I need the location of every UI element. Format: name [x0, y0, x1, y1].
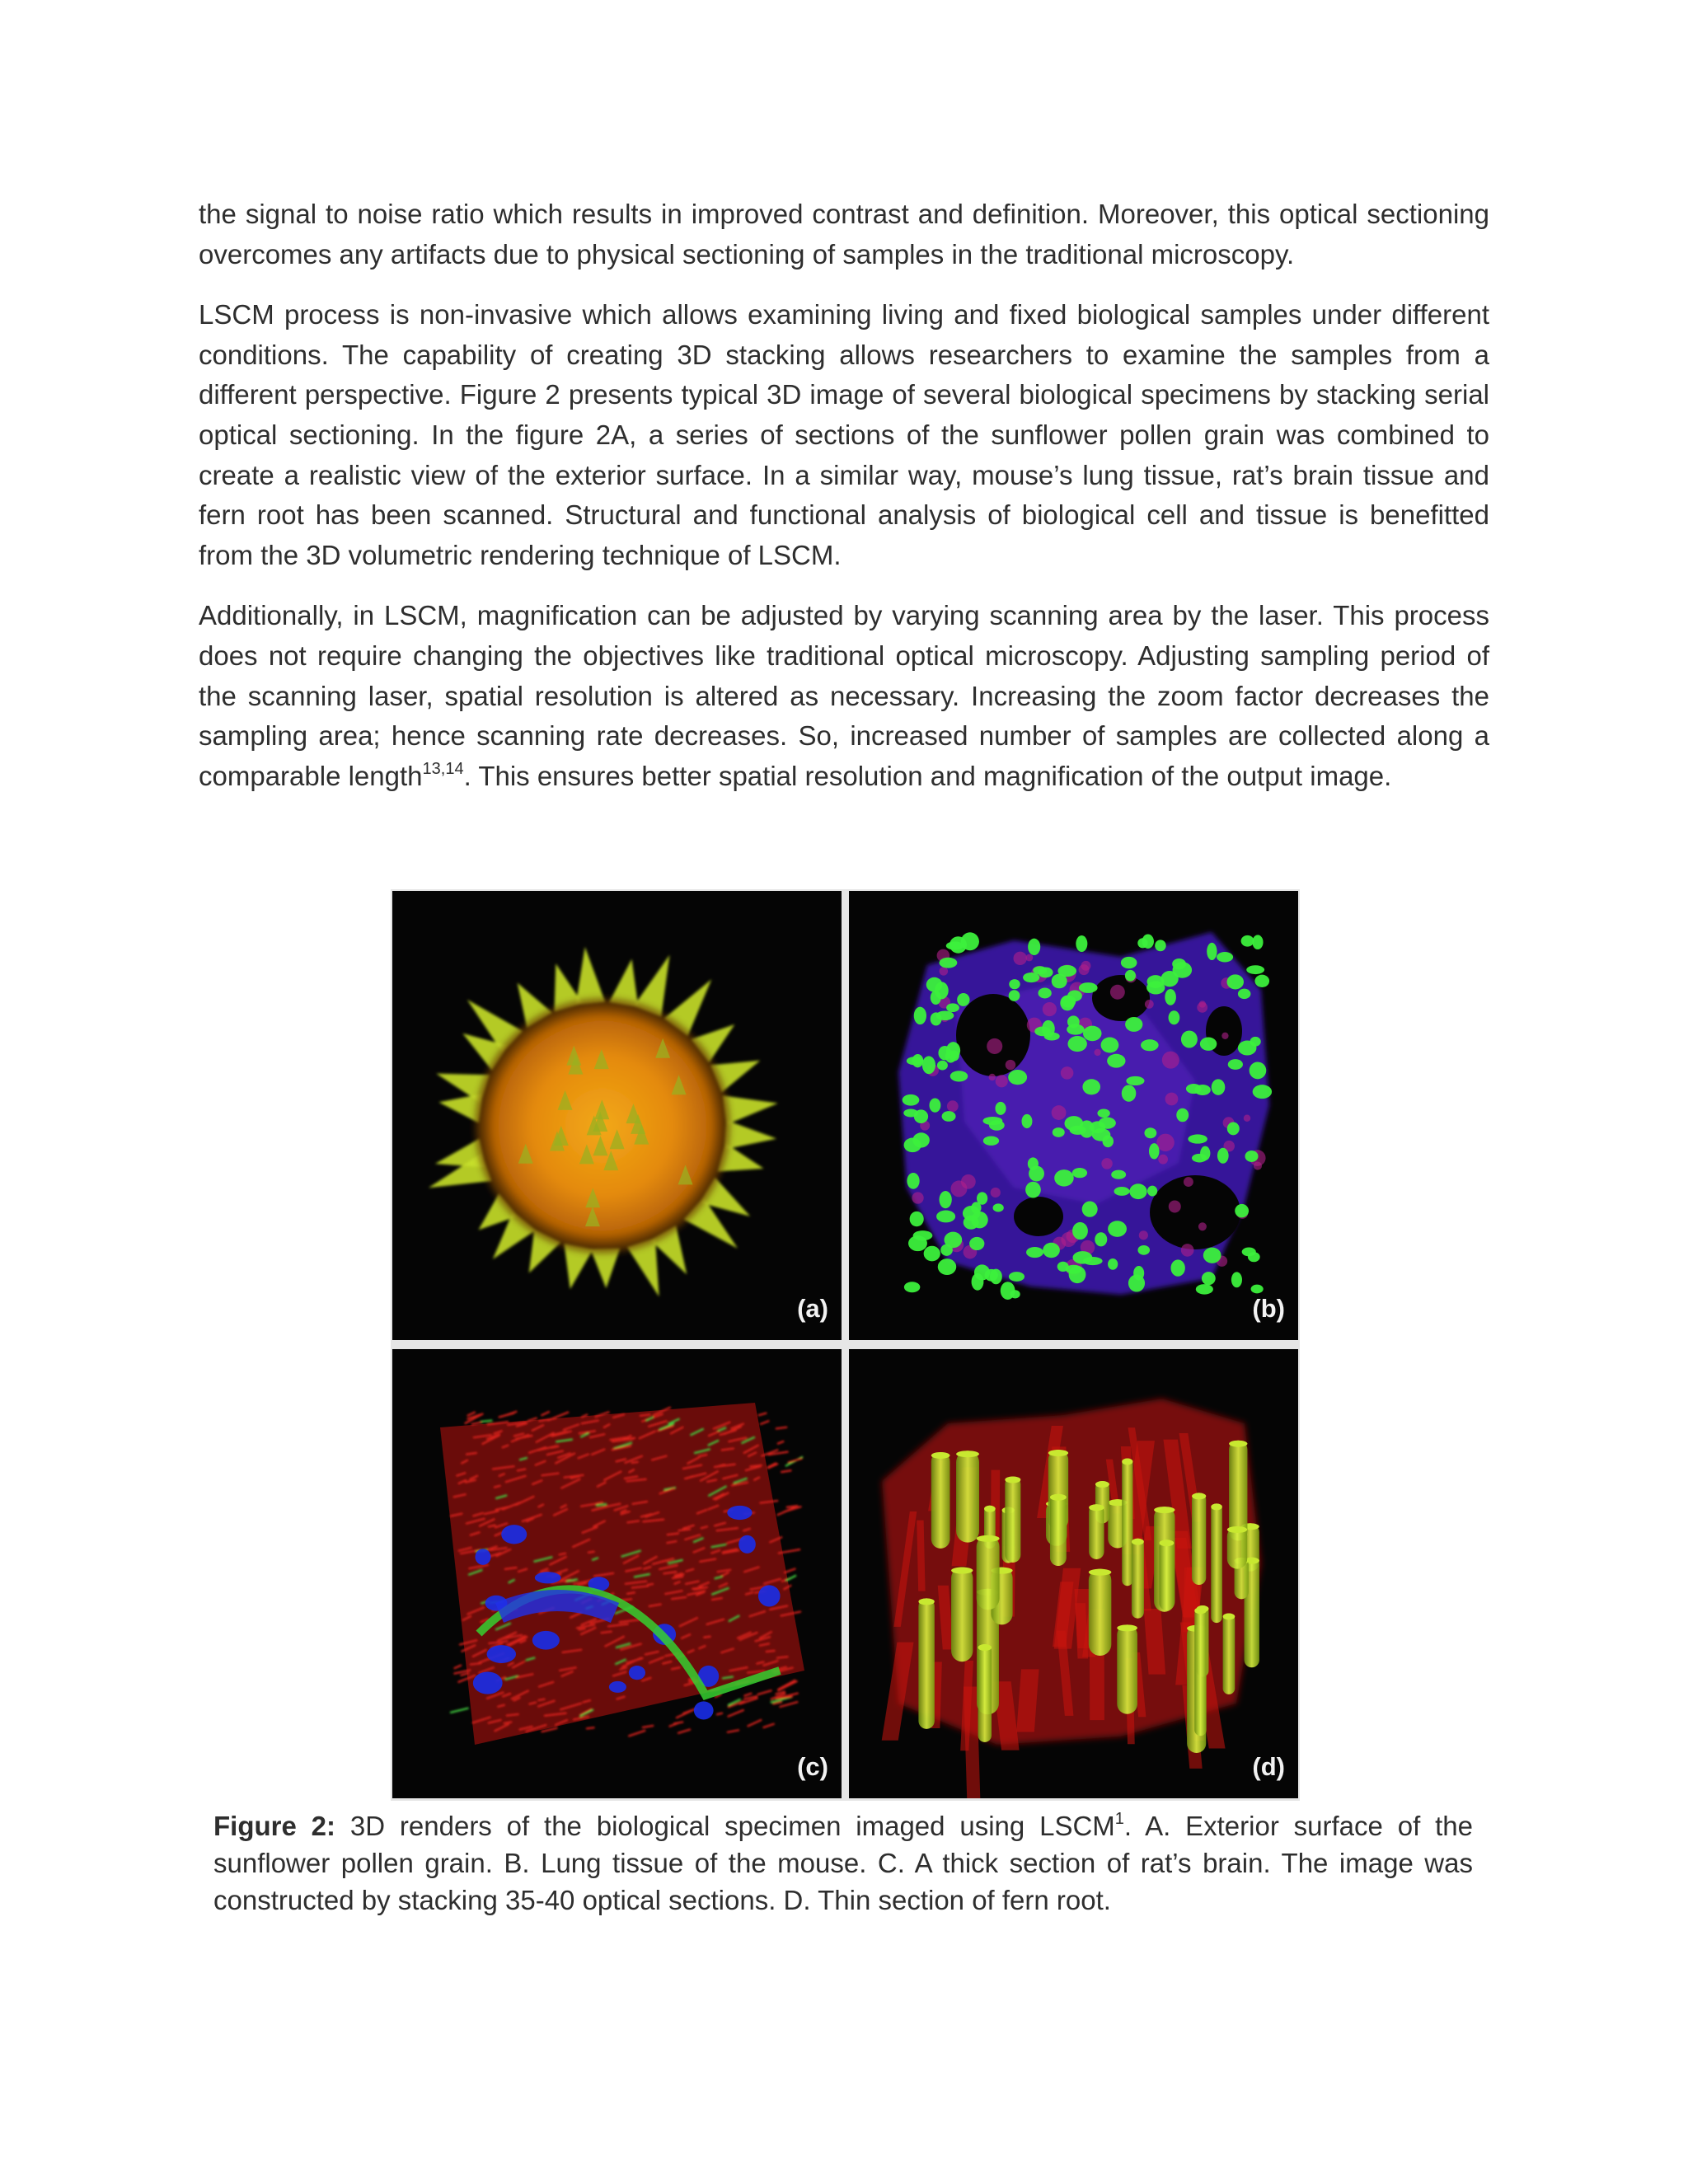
body-text — [199, 194, 1489, 817]
fern-root-image — [849, 1349, 1298, 1798]
pollen-grain-image — [392, 891, 842, 1340]
paragraph-1: the signal to noise ratio which results in improved contrast and definition. Moreover, this optical sectioning overcomes any artifacts due to physical sectioning of samples in the traditional microscopy. — [199, 199, 1489, 269]
paragraph-2: LSCM process is non-invasive which allows examining living and fixed biological samples under different conditions. The capability of creating 3D stacking allows researchers to examine the samples from a different perspective. Figure 2 presents typical 3D image of several biological specimens by stacking serial optical sectioning. In the figure 2A, a series of sections of the sunflower pollen grain was combined to create a realistic view of the exterior surface. In a similar way, mouse’s lung tissue, rat’s brain tissue and fern root has been scanned. Structural and functional analysis of biological cell and tissue is benefitted from the 3D volumetric rendering technique of LSCM. — [199, 299, 1489, 570]
figure-panel-a-pollen — [392, 891, 842, 1340]
caption-text: 3D renders of the biological specimen imaged using LSCM — [335, 1811, 1115, 1841]
citation-superscript: 13,14 — [422, 759, 464, 778]
brain-section-image — [392, 1349, 842, 1798]
panel-label-a: (a) — [797, 1294, 828, 1323]
figure-panel-b-lung — [849, 891, 1298, 1340]
panel-label-b: (b) — [1252, 1294, 1285, 1323]
caption-text-continued: . A. Exterior surface of the sunflower pollen grain. B. Lung tissue of the mouse. C. A thick section of rat’s brain. The image was constructed by stacking 35-40 optical sections. D. Thin section of fern root. — [213, 1811, 1473, 1915]
lung-tissue-image — [849, 891, 1298, 1340]
figure-caption — [213, 1807, 1473, 1919]
caption-citation: 1 — [1114, 1810, 1124, 1828]
caption-label: Figure 2: — [213, 1811, 336, 1841]
paragraph-3 — [199, 596, 1489, 796]
figure-2 — [391, 889, 1300, 1801]
panel-label-d: (d) — [1252, 1752, 1285, 1781]
paragraph-3-tail: . This ensures better spatial resolution and magnification of the output image. — [463, 760, 1392, 791]
paragraph-3-text: Additionally, in LSCM, magnification can be adjusted by varying scanning area by the laser. This process does not require changing the objectives like traditional optical microscopy. Adjusting sampling period of the scanning laser, spatial resolution is altered as necessary. Increasing the zoom factor decreases the sampling area; hence scanning rate decreases. So, increased number of samples are collected along a comparable length — [199, 600, 1489, 791]
figure-panel-d-fern — [849, 1349, 1298, 1798]
figure-panel-c-brain — [392, 1349, 842, 1798]
panel-label-c: (c) — [797, 1752, 828, 1781]
